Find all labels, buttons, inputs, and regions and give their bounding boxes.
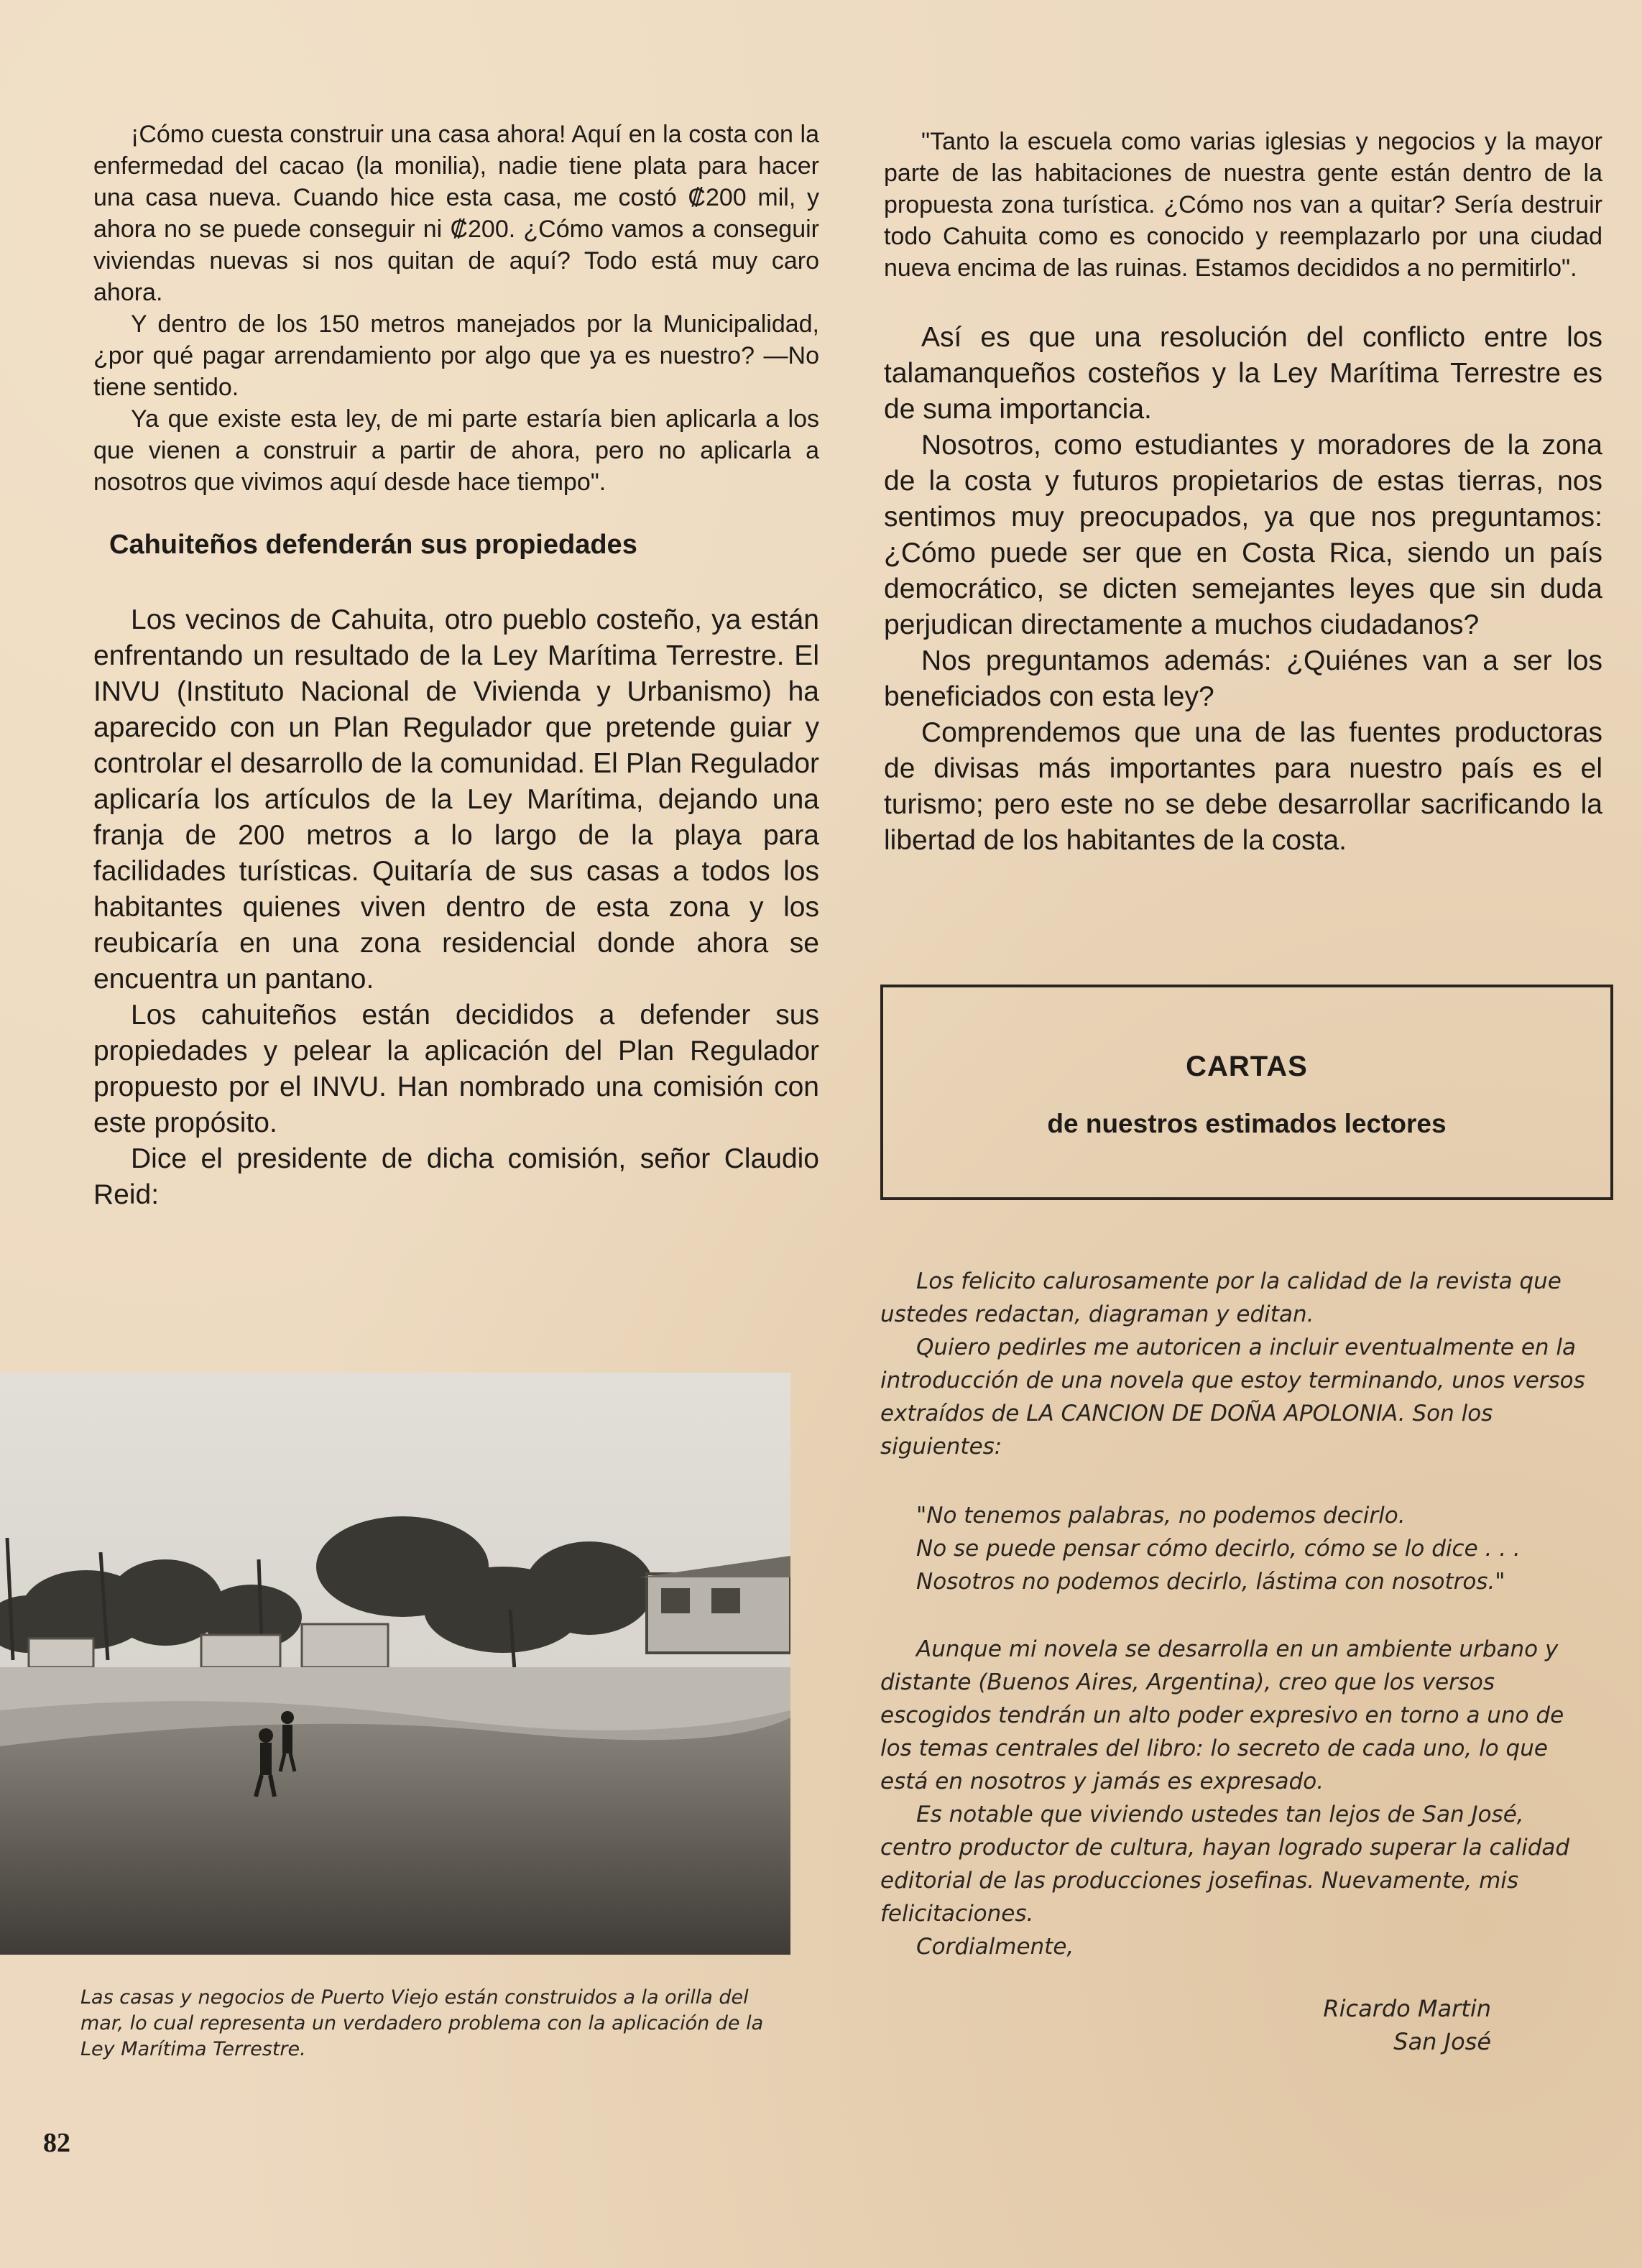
body-paragraph: Así es que una resolución del conflicto entre los talamanqueños costeños y la Ley Marítima Terrestre es de suma importancia. — [884, 322, 1602, 425]
signature-name: Ricardo Martin — [1323, 1995, 1491, 2022]
poem-line: No se puede pensar cómo decirlo, cómo se lo dice . . . — [916, 1536, 1521, 1562]
letter-paragraph: Los felicito calurosamente por la calidad de la revista que ustedes redactan, diagraman y editan. — [880, 1268, 1562, 1327]
signature — [880, 1992, 1599, 2058]
quote-paragraph: Y dentro de los 150 metros manejados por la Municipalidad, ¿por qué pagar arrendamiento por algo que ya es nuestro? —No tiene sentido. — [93, 310, 819, 401]
letter-paragraph: Es notable que viviendo ustedes tan lejos de San José, centro productor de cultura, hayan logrado superar la calidad editorial de las producciones josefinas. Nuevamente, mis felicitaciones. — [880, 1802, 1570, 1927]
letter-paragraph: Quiero pedirles me autoricen a incluir eventualmente en la introducción de una novela que estoy terminando, unos versos extraídos de LA CANCION DE DOÑA APOLONIA. Son los siguientes: — [880, 1334, 1585, 1460]
reader-letter — [880, 1265, 1599, 2058]
section-heading: Cahuiteños defenderán sus propiedades — [109, 530, 637, 560]
poem-line: "No tenemos palabras, no podemos decirlo. — [916, 1503, 1406, 1529]
body-paragraph: Nos preguntamos además: ¿Quiénes van a ser los beneficiados con esta ley? — [884, 645, 1602, 712]
letter-paragraph: Aunque mi novela se desarrolla en un ambiente urbano y distante (Buenos Aires, Argentina), creo que los versos escogidos tendrán un alto poder expresivo en torno a uno de los temas centrales del libro: lo secreto de cada uno, lo que está en nosotros y jamás es expresado. — [880, 1636, 1564, 1794]
cartas-subtitle: de nuestros estimados lectores — [1047, 1109, 1447, 1138]
body-paragraph: Comprendemos que una de las fuentes productoras de divisas más importantes para nuestro país es el turismo; pero este no se debe desarrollar sacrificando la libertad de los habitantes de la costa. — [884, 717, 1602, 856]
photo-caption: Las casas y negocios de Puerto Viejo están construidos a la orilla del mar, lo cual representa un verdadero problema con la aplicación de la Ley Marítima Terrestre. — [80, 1986, 764, 2060]
poem — [916, 1499, 1599, 1598]
body-paragraph: Nosotros, como estudiantes y moradores de la zona de la costa y futuros propietarios de estas tierras, nos sentimos muy preocupados, ya que nos preguntamos: ¿Cómo puede ser que en Costa Rica, siendo un país democrático, se dicten semejantes leyes que sin duda perjudican directamente a muchos ciudadanos? — [884, 430, 1602, 640]
signature-place: San José — [1393, 2028, 1491, 2055]
president-quote: "Tanto la escuela como varias iglesias y negocios y la mayor parte de las habitaciones de nuestra gente están dentro de la propuesta zona turística. ¿Cómo nos van a quitar? Sería destruir todo Cahuita como es conocido y reemplazarlo por una ciudad nueva encima de las ruinas. Estamos decididos a no permitirlo". — [884, 128, 1602, 282]
body-paragraph: Los cahuiteños están decididos a defender sus propiedades y pelear la aplicación del Plan Regulador propuesto por el INVU. Han nombrado una comisión con este propósito. — [93, 1000, 819, 1138]
body-paragraph: Los vecinos de Cahuita, otro pueblo costeño, ya están enfrentando un resultado de la Ley Marítima Terrestre. El INVU (Instituto Nacional de Vivienda y Urbanismo) ha aparecido con un Plan Regulador que pretende guiar y controlar el desarrollo de la comunidad. El Plan Regulador aplicaría los artículos de la Ley Marítima, dejando una franja de 200 metros a lo largo de la playa para facilidades turísticas. Quitaría de sus casas a todos los habitantes quienes viven dentro de esta zona y los reubicaría en una zona residencial donde ahora se encuentra un pantano. — [93, 604, 819, 995]
cartas-box — [880, 985, 1613, 1200]
cartas-title: CARTAS — [1186, 1051, 1308, 1082]
beach-photo-illustration — [0, 1373, 790, 1955]
body-paragraph: Dice el presidente de dicha comisión, señor Claudio Reid: — [93, 1143, 819, 1210]
quote-paragraph: Ya que existe esta ley, de mi parte estaría bien aplicarla a los que vienen a construir a partir de ahora, pero no aplicarla a nosotros que vivimos aquí desde hace tiempo". — [93, 405, 819, 496]
letter-closing: Cordialmente, — [916, 1934, 1074, 1960]
left-column — [93, 119, 819, 1213]
page-number: 82 — [43, 2128, 70, 2158]
poem-line: Nosotros no podemos decirlo, lástima con nosotros." — [916, 1569, 1505, 1595]
beach-photo — [0, 1373, 790, 1955]
right-column — [884, 126, 1602, 859]
quote-paragraph: ¡Cómo cuesta construir una casa ahora! Aquí en la costa con la enfermedad del cacao (la monilia), nadie tiene plata para hacer una casa nueva. Cuando hice esta casa, me costó ₡200 mil, y ahora no se puede conseguir ni ₡200. ¿Cómo vamos a conseguir viviendas nuevas si nos quitan de aquí? Todo está muy caro ahora. — [93, 121, 819, 306]
